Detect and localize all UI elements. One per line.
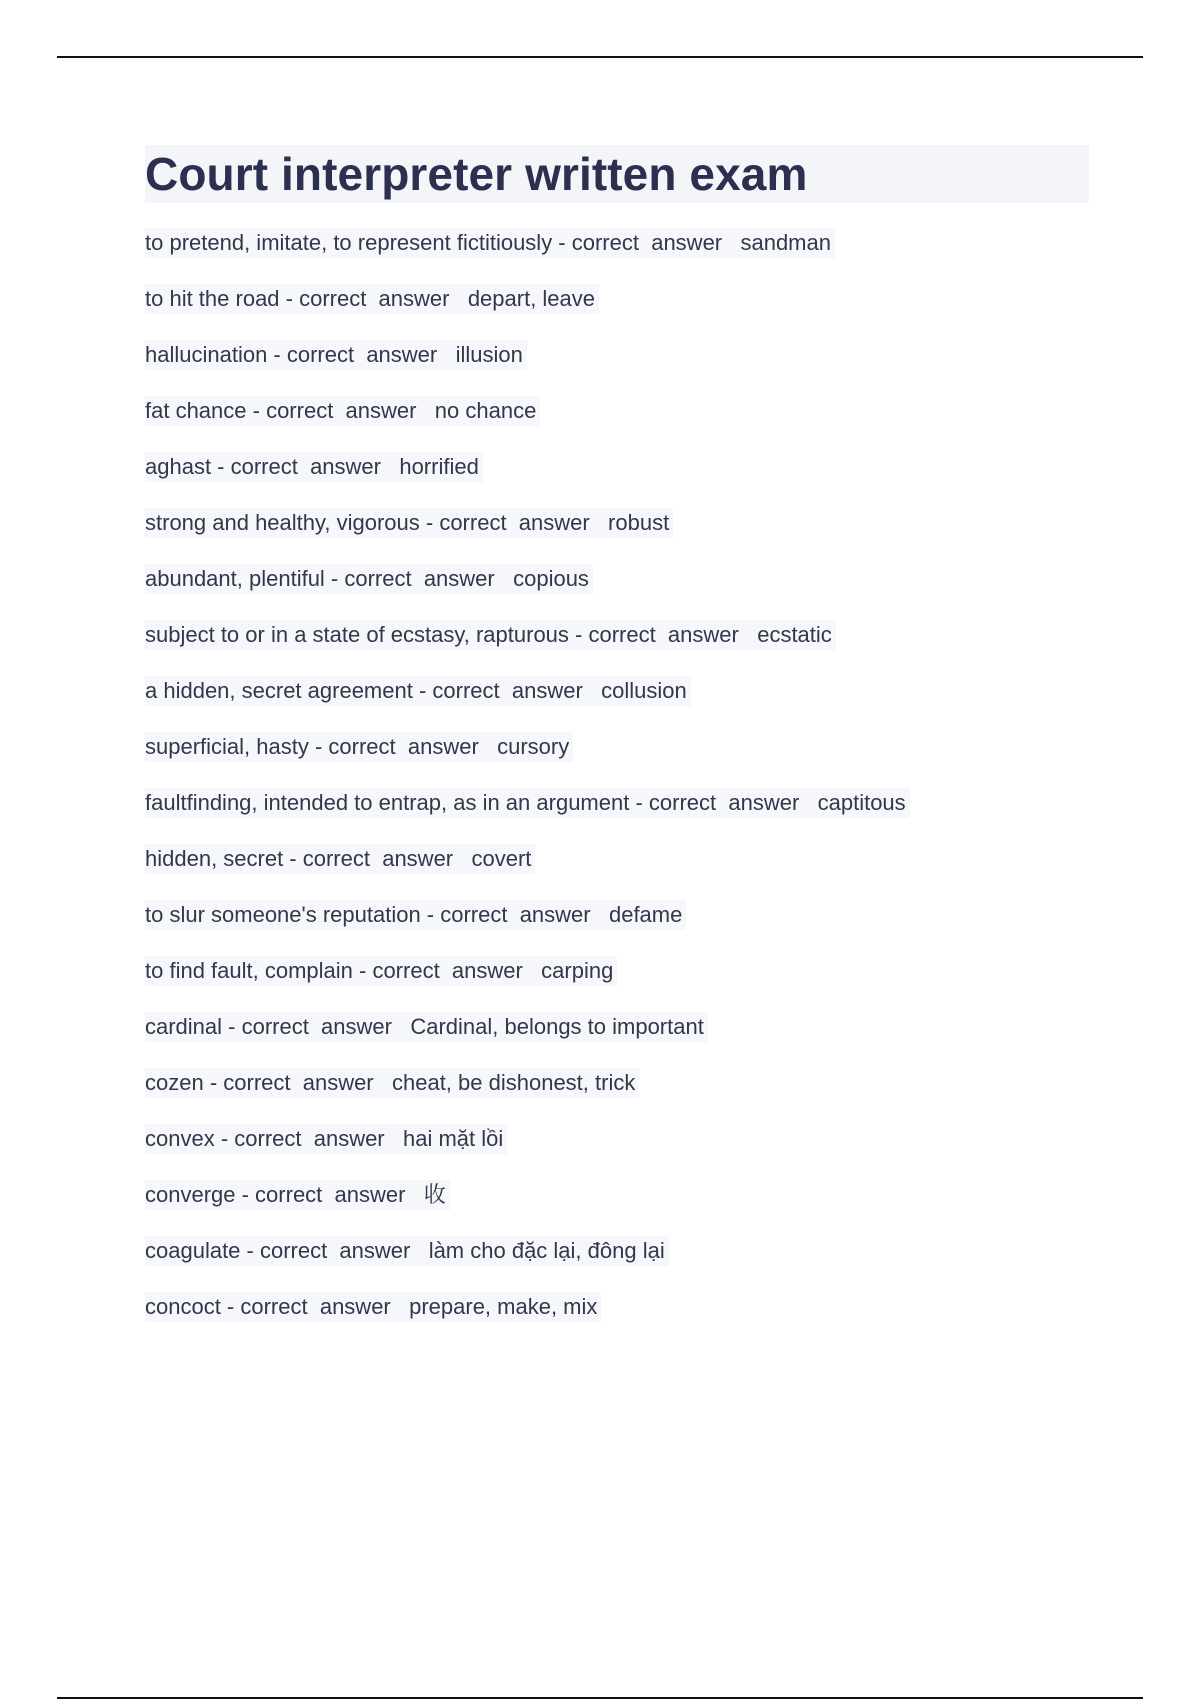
list-item — [145, 775, 1090, 831]
answer-text: collusion — [601, 678, 687, 703]
list-item — [145, 327, 1090, 383]
question-text: superficial, hasty - correct answer — [145, 734, 479, 759]
answer-text: sandman — [740, 230, 831, 255]
answer-text: robust — [608, 510, 670, 535]
qa-text — [145, 1180, 450, 1210]
document-body — [145, 145, 1090, 1335]
question-text: to find fault, complain - correct answer — [145, 958, 523, 983]
answer-text: cursory — [497, 734, 570, 759]
qa-text — [145, 620, 836, 650]
qa-text — [145, 452, 483, 482]
qa-text — [145, 1124, 507, 1154]
question-text: strong and healthy, vigorous - correct answer — [145, 510, 590, 535]
list-item — [145, 1167, 1090, 1223]
list-item — [145, 215, 1090, 271]
qa-text — [145, 1012, 708, 1042]
list-item — [145, 663, 1090, 719]
answer-text: carping — [541, 958, 614, 983]
answer-text: hai mặt lồi — [402, 1126, 504, 1151]
qa-text — [145, 1068, 639, 1098]
question-text: cardinal - correct answer — [145, 1014, 392, 1039]
answer-text: captitous — [817, 790, 906, 815]
list-item — [145, 383, 1090, 439]
qa-text — [145, 1236, 669, 1266]
question-text: convex - correct answer — [145, 1126, 385, 1151]
answer-text: horrified — [399, 454, 479, 479]
question-text: to slur someone's reputation - correct answer — [145, 902, 591, 927]
answer-text: depart, leave — [467, 286, 596, 311]
page-bottom-rule — [57, 1697, 1143, 1699]
question-text: to hit the road - correct answer — [145, 286, 450, 311]
question-text: fat chance - correct answer — [145, 398, 417, 423]
qa-text — [145, 284, 599, 314]
answer-text: covert — [471, 846, 532, 871]
qa-text — [145, 508, 673, 538]
answer-text: copious — [513, 566, 589, 591]
question-text: hidden, secret - correct answer — [145, 846, 454, 871]
list-item — [145, 887, 1090, 943]
qa-text — [145, 956, 617, 986]
list-item — [145, 495, 1090, 551]
list-item — [145, 943, 1090, 999]
list-item — [145, 607, 1090, 663]
list-item — [145, 1111, 1090, 1167]
list-item — [145, 831, 1090, 887]
answer-text: Cardinal, belongs to important — [410, 1014, 704, 1039]
question-text: aghast - correct answer — [145, 454, 381, 479]
qa-text — [145, 732, 573, 762]
qa-text — [145, 396, 540, 426]
question-text: subject to or in a state of ecstasy, rapturous - correct answer — [145, 622, 739, 647]
question-text: concoct - correct answer — [145, 1294, 391, 1319]
qa-text — [145, 900, 686, 930]
question-text: coagulate - correct answer — [145, 1238, 411, 1263]
list-item — [145, 551, 1090, 607]
list-item — [145, 271, 1090, 327]
answer-text: illusion — [455, 342, 523, 367]
answer-text: ecstatic — [757, 622, 832, 647]
qa-text — [145, 788, 910, 818]
list-item — [145, 719, 1090, 775]
qa-text — [145, 340, 527, 370]
question-text: cozen - correct answer — [145, 1070, 374, 1095]
page-top-rule — [57, 56, 1143, 58]
title-block — [145, 145, 1089, 203]
qa-text — [145, 564, 593, 594]
qa-text — [145, 1292, 601, 1322]
answer-text: làm cho đặc lại, đông lại — [428, 1238, 665, 1263]
qa-text — [145, 844, 535, 874]
document-title: Court interpreter written exam — [145, 148, 808, 200]
answer-text: cheat, be dishonest, trick — [391, 1070, 636, 1095]
answer-text: 收 — [423, 1182, 446, 1207]
list-item — [145, 439, 1090, 495]
qa-text — [145, 228, 835, 258]
question-text: converge - correct answer — [145, 1182, 406, 1207]
answer-text: defame — [608, 902, 683, 927]
qa-text — [145, 676, 691, 706]
list-item — [145, 1223, 1090, 1279]
answer-text: prepare, make, mix — [409, 1294, 598, 1319]
answer-text: no chance — [434, 398, 537, 423]
question-text: a hidden, secret agreement - correct answer — [145, 678, 583, 703]
question-text: to pretend, imitate, to represent fictitiously - correct answer — [145, 230, 723, 255]
list-item — [145, 999, 1090, 1055]
flashcard-list — [145, 215, 1090, 1335]
question-text: faultfinding, intended to entrap, as in an argument - correct answer — [145, 790, 800, 815]
list-item — [145, 1055, 1090, 1111]
question-text: hallucination - correct answer — [145, 342, 438, 367]
question-text: abundant, plentiful - correct answer — [145, 566, 495, 591]
list-item — [145, 1279, 1090, 1335]
